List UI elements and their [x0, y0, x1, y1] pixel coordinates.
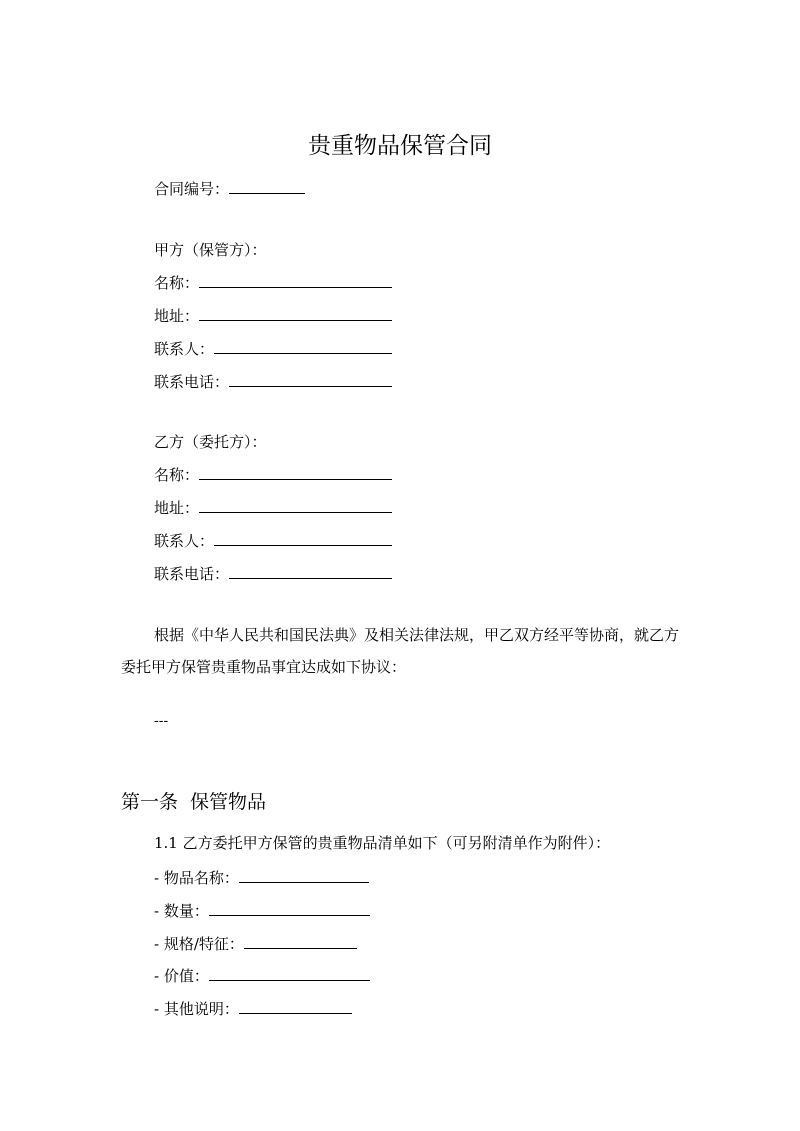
party-a-contact-blank[interactable] — [214, 338, 392, 354]
article-1-heading — [121, 789, 266, 815]
separator-text: --- — [154, 713, 169, 729]
item-name-line — [154, 867, 369, 888]
contract-number-label: 合同编号： — [154, 180, 230, 198]
clause-1-1: 1.1 乙方委托甲方保管的贵重物品清单如下（可另附清单作为附件）： — [154, 834, 611, 852]
party-a-heading: 甲方（保管方）： — [154, 241, 267, 259]
party-b-name-line — [154, 464, 392, 485]
item-value-line — [154, 965, 370, 986]
item-name-blank[interactable] — [239, 867, 369, 883]
document-title: 贵重物品保管合同 — [308, 133, 492, 159]
item-notes-line — [154, 998, 352, 1019]
item-spec-blank[interactable] — [244, 933, 357, 949]
item-notes-label: - 其他说明： — [154, 1000, 239, 1018]
party-b-heading: 乙方（委托方）： — [154, 433, 267, 451]
party-a-address-line — [154, 305, 392, 326]
item-name-label: - 物品名称： — [154, 869, 239, 887]
party-b-phone-blank[interactable] — [229, 563, 392, 579]
item-quantity-label: - 数量： — [154, 902, 209, 920]
party-a-name-blank[interactable] — [199, 272, 392, 288]
party-a-name-line — [154, 272, 392, 293]
item-spec-label: - 规格/特征： — [154, 935, 244, 953]
contract-number-line — [154, 178, 305, 199]
party-b-address-label: 地址： — [154, 499, 200, 517]
party-b-address-blank[interactable] — [199, 497, 392, 513]
item-quantity-line — [154, 900, 370, 921]
party-b-name-label: 名称： — [154, 466, 200, 484]
party-a-phone-line — [154, 371, 392, 392]
item-spec-line — [154, 933, 357, 954]
party-a-contact-line — [154, 338, 392, 359]
party-a-phone-blank[interactable] — [229, 371, 392, 387]
party-b-address-line — [154, 497, 392, 518]
party-b-phone-label: 联系电话： — [154, 565, 230, 583]
party-b-name-blank[interactable] — [199, 464, 392, 480]
item-value-label: - 价值： — [154, 967, 209, 985]
party-b-contact-label: 联系人： — [154, 532, 215, 550]
article-1-number: 第一条 — [121, 791, 179, 813]
preamble-paragraph: 根据《中华人民共和国民法典》及相关法律法规，甲乙双方经平等协商，就乙方委托甲方保管贵重物品事宜达成如下协议： — [121, 626, 680, 676]
party-a-contact-label: 联系人： — [154, 340, 215, 358]
party-a-name-label: 名称： — [154, 274, 200, 292]
contract-number-blank[interactable] — [229, 178, 305, 194]
item-value-blank[interactable] — [209, 965, 370, 981]
party-b-contact-blank[interactable] — [214, 530, 392, 546]
party-a-address-label: 地址： — [154, 307, 200, 325]
item-notes-blank[interactable] — [239, 998, 352, 1014]
party-a-address-blank[interactable] — [199, 305, 392, 321]
party-a-phone-label: 联系电话： — [154, 373, 230, 391]
party-b-phone-line — [154, 563, 392, 584]
party-b-contact-line — [154, 530, 392, 551]
item-quantity-blank[interactable] — [209, 900, 370, 916]
article-1-title: 保管物品 — [190, 791, 267, 813]
